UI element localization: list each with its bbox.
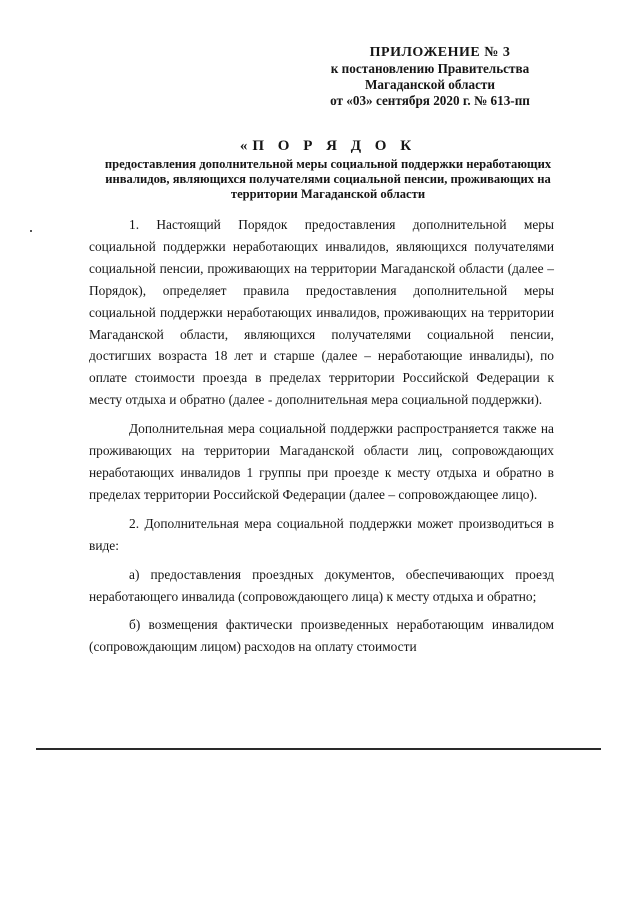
document-heading: «П О Р Я Д О К: [239, 138, 417, 154]
paragraph-1: 1. Настоящий Порядок предоставления дополнительной меры социальной поддержки неработающих инвалидов, являющихся получателями социальной пенсии, проживающих на территории Магаданской области (далее – Порядок), определяет правила предоставления дополнительной меры социальной поддержки неработающих инвалидов, проживающих на территории Магаданской области, являющихся получателями социальной пенсии, достигших возраста 18 лет и старше (далее – неработающие инвалиды), по оплате стоимости проезда в пределах территории Российской Федерации к месту отдыха и обратно (далее - дополнительная мера социальной поддержки).: [89, 217, 554, 408]
appendix-line-3: от «03» сентября 2020 г. № 613-пп: [330, 93, 530, 108]
page-bottom-rule: [36, 748, 601, 750]
appendix-title: ПРИЛОЖЕНИЕ № 3: [369, 45, 511, 60]
appendix-line-2: Магаданской области: [364, 77, 496, 92]
paragraph-3: 2. Дополнительная мера социальной поддержки может производиться в виде:: [89, 515, 554, 553]
paragraph-4: а) предоставления проездных документов, обеспечивающих проезд неработающего инвалида (сопровождающего лица) к месту отдыха и обратно;: [89, 566, 554, 604]
document-title: [90, 136, 566, 202]
paragraph-5: б) возмещения фактически произведенных неработающим инвалидом (сопровождающим лицом) расходов на оплату стоимости: [89, 617, 554, 655]
scan-speck: [30, 230, 32, 232]
paragraph-2: Дополнительная мера социальной поддержки распространяется также на проживающих на территории Магаданской области лиц, сопровождающих неработающих инвалидов 1 группы при проезде к месту отдыха и обратно в пределах территории Российской Федерации (далее – сопровождающее лицо).: [89, 421, 554, 502]
appendix-line-1: к постановлению Правительства: [330, 61, 530, 76]
document-body: [89, 214, 554, 658]
document-subtitle: предоставления дополнительной меры социальной поддержки неработающих инвалидов, являющихся получателями социальной пенсии, проживающих на территории Магаданской области: [104, 157, 552, 201]
appendix-header: [300, 45, 560, 109]
